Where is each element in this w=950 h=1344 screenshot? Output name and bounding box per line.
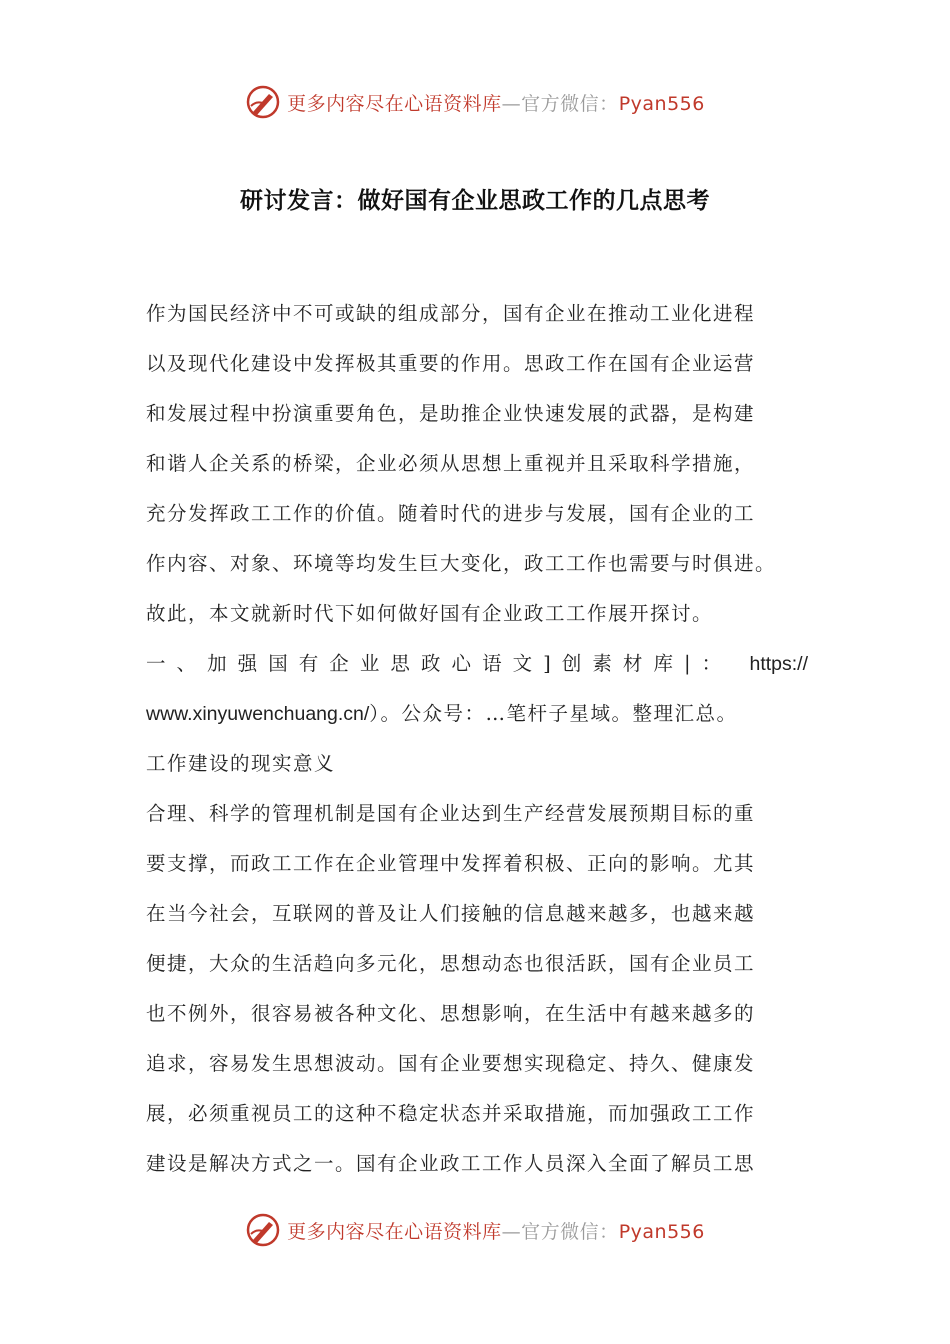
paragraph-line: 充分发挥政工工作的价值。随着时代的进步与发展，国有企业的工 (146, 502, 756, 525)
banner-label: 官方微信： (521, 92, 619, 115)
paragraph-line: 要支撑，而政工工作在企业管理中发挥着积极、正向的影响。尤其 (146, 852, 756, 875)
paragraph-line: 和谐人企关系的桥梁，企业必须从思想上重视并且采取科学措施， (146, 452, 756, 475)
banner-dash: — (501, 1220, 522, 1243)
heading-prefix: 一、加强国有企业思政心语文]创素材库|： (146, 652, 733, 675)
banner-label: 官方微信： (521, 1220, 619, 1243)
paragraph-line: 以及现代化建设中发挥极其重要的作用。思政工作在国有企业运营 (146, 352, 756, 375)
paragraph-line: 故此，本文就新时代下如何做好国有企业政工工作展开探讨。 (146, 602, 714, 625)
banner-wechat: Pyan556 (618, 92, 705, 115)
banner-dash: — (501, 92, 522, 115)
header-banner (0, 82, 950, 122)
paragraph-line: 便捷，大众的生活趋向多元化，思想动态也很活跃，国有企业员工 (146, 952, 756, 975)
paragraph-line: 和发展过程中扮演重要角色，是助推企业快速发展的武器，是构建 (146, 402, 756, 425)
paragraph-line: 追求，容易发生思想波动。国有企业要想实现稳定、持久、健康发 (146, 1052, 756, 1075)
paragraph-line: 在当今社会，互联网的普及让人们接触的信息越来越多，也越来越 (146, 902, 756, 925)
heading-url-part1: https:// (749, 653, 808, 675)
article-body (146, 295, 808, 1195)
section-heading-line (146, 695, 808, 745)
paragraph-line: 合理、科学的管理机制是国有企业达到生产经营发展预期目标的重 (146, 802, 756, 825)
footer-banner (0, 1210, 950, 1250)
banner-text (287, 89, 705, 116)
banner-text (287, 1217, 705, 1244)
page-title: 研讨发言：做好国有企业思政工作的几点思考 (240, 187, 710, 214)
banner-wechat: Pyan556 (618, 1220, 705, 1243)
heading-suffix: ）。公众号：…笔杆子星域。整理汇总。 (369, 702, 738, 725)
pen-logo-icon (245, 84, 281, 120)
section-heading-rest: 工作建设的现实意义 (146, 752, 336, 775)
banner-brand: 更多内容尽在心语资料库 (287, 1220, 502, 1243)
paragraph-line: 作为国民经济中不可或缺的组成部分，国有企业在推动工业化进程 (146, 302, 756, 325)
section-heading-line (146, 645, 808, 695)
paragraph-line: 展，必须重视员工的这种不稳定状态并采取措施，而加强政工工作 (146, 1102, 756, 1125)
banner-brand: 更多内容尽在心语资料库 (287, 92, 502, 115)
pen-logo-icon (245, 1212, 281, 1248)
heading-url-part2: www.xinyuwenchuang.cn/ (146, 703, 370, 725)
paragraph-line: 作内容、对象、环境等均发生巨大变化，政工工作也需要与时俱进。 (146, 552, 777, 575)
paragraph-line: 建设是解决方式之一。国有企业政工工作人员深入全面了解员工思 (146, 1152, 756, 1175)
paragraph-line: 也不例外，很容易被各种文化、思想影响，在生活中有越来越多的 (146, 1002, 756, 1025)
